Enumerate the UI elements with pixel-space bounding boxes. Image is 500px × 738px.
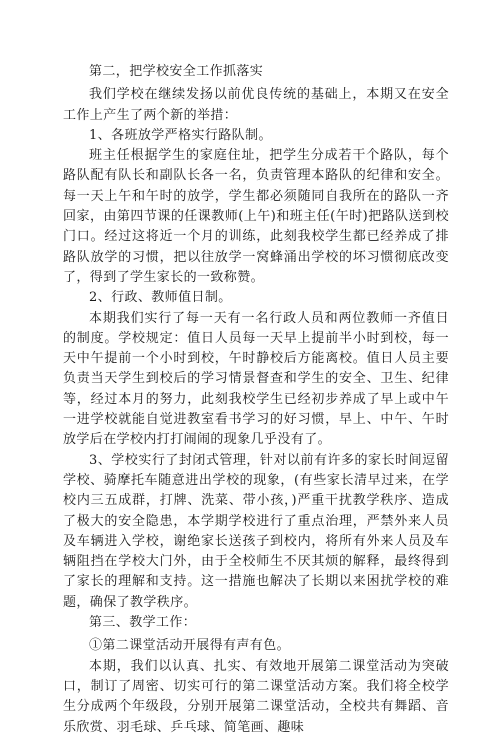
paragraph-intro: 我们学校在继续发扬以前优良传统的基础上，本期又在安全工作上产生了两个新的举措： [63,87,449,123]
list-item-heading: 1、各班放学严格实行路队制。 [89,127,272,143]
section-heading-safety: 第二，把学校安全工作抓落实 [89,64,264,79]
document-body [63,62,449,738]
paragraph-body: 本期我们实行了每一天有一名行政人员和两位教师一齐值日的制度。学校规定：值日人员每一天早上提前半小时到校，每一天中午提前一个小时到校，午时静校后方能离校。值日人员主要负责当天学生到校后的学习情景督查和学生的安全、卫生、纪律等，经过本月的努力，此刻我校学生已经初步养成了早上或中午一进学校就能自觉进教室看书学习的好习惯，早上、中午、午时放学后在学校内打打闹闹的现象几乎没有了。 [63,310,449,448]
section-heading-teaching: 第三、教学工作： [89,615,197,631]
paragraph-body: 3、学校实行了封闭式管理，针对以前有许多的家长时间逗留学校、骑摩托车随意进出学校的现象，(有些家长清早过来，在学校内三五成群，打牌、洗菜、带小孩，)严重干扰教学秩序、造成了极大的安全隐患，本学期学校进行了重点治理，严禁外来人员及车辆进入学校，谢绝家长送孩子到校内，将所有外来人员及车辆阻挡在学校大门外，由于全校师生不厌其烦的解释，最终得到了家长的理解和支持。这一措施也解决了长期以来困扰学校的难题，确保了教学秩序。 [63,452,449,610]
paragraph-body: 本期，我们以认真、扎实、有效地开展第二课堂活动为突破口，制订了周密、切实可行的第二课堂活动方案。我们将全校学生分成两个年级段，分别开展第二课堂活动，全校共有舞蹈、音乐欣赏、羽毛球、乒乓球、简笔画、趣味 [63,658,449,735]
list-item-heading: ①第二课堂活动开展得有声有色。 [89,638,291,654]
paragraph-body: 班主任根据学生的家庭住址，把学生分成若干个路队，每个路队配有队长和副队长各一名，负责管理本路队的纪律和安全。每一天上午和午时的放学，学生都必须随同自我所在的路队一齐回家，由第四节课的任课教师(上午)和班主任(午时)把路队送到校门口。经过这将近一个月的训练，此刻我校学生都已经养成了排路队放学的习惯，把以往放学一窝蜂涌出学校的坏习惯彻底改变了，得到了学生家长的一致称赞。 [63,148,449,285]
list-item-heading: 2、行政、教师值日制。 [89,290,232,306]
